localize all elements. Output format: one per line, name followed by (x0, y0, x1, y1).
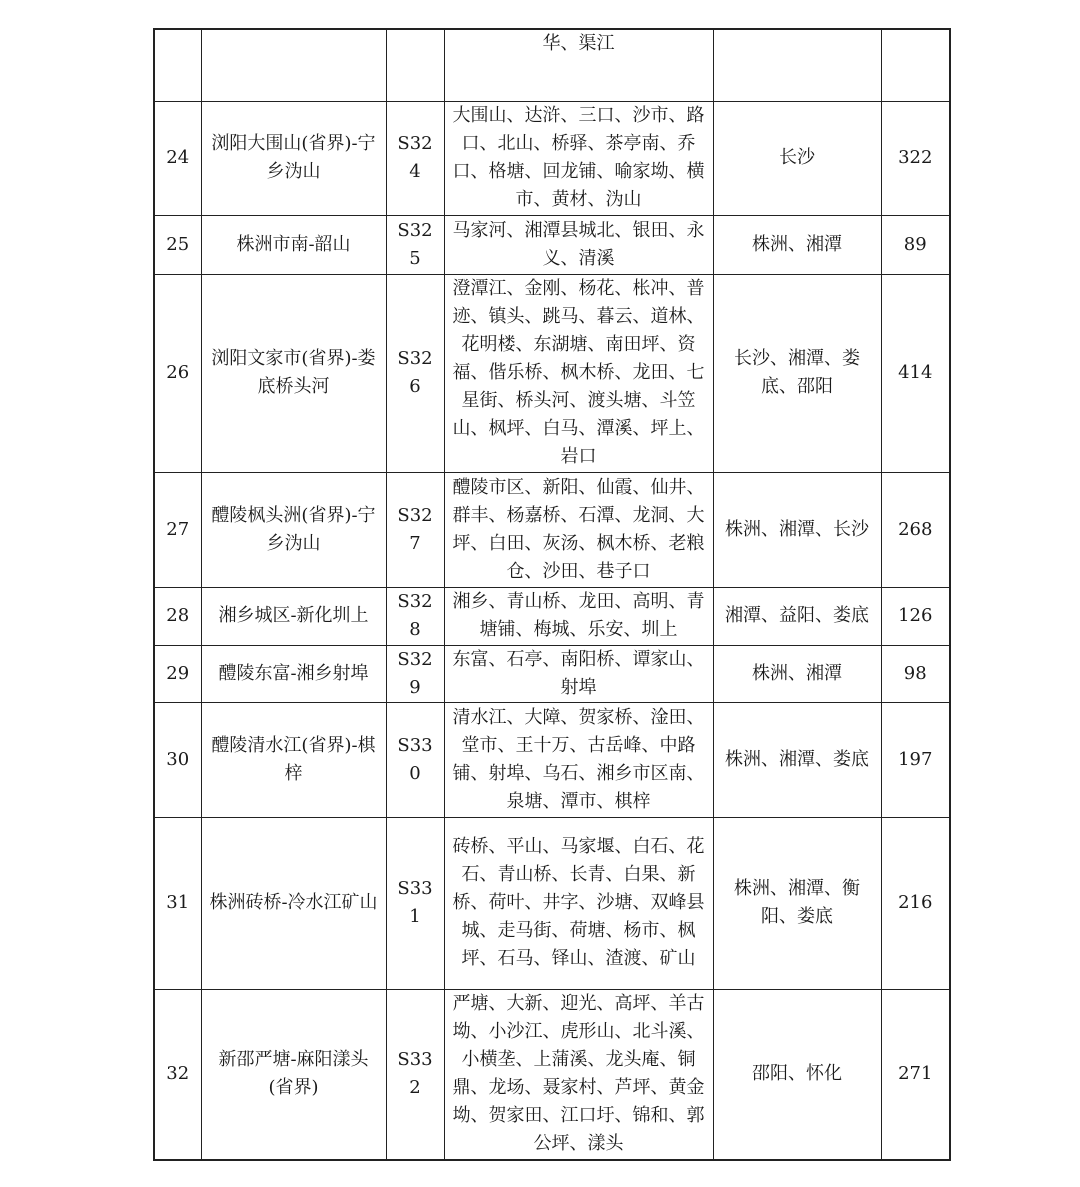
route-code: S325 (386, 215, 444, 274)
route-code: S326 (386, 274, 444, 472)
route-length: 216 (881, 817, 950, 989)
route-number: 25 (154, 215, 201, 274)
route-via-points: 砖桥、平山、马家堰、白石、花石、青山桥、长青、白果、新桥、荷叶、井字、沙塘、双峰县城、走马街、荷塘、杨市、枫坪、石马、铎山、渣渡、矿山 (444, 817, 713, 989)
route-via-points: 澄潭江、金刚、杨花、枨冲、普迹、镇头、跳马、暮云、道林、花明楼、东湖塘、南田坪、资福、偕乐桥、枫木桥、龙田、七星街、桥头河、渡头塘、斗笠山、枫坪、白马、潭溪、坪上、岩口 (444, 274, 713, 472)
route-region: 株洲、湘潭、衡阳、娄底 (713, 817, 881, 989)
route-region: 长沙 (713, 101, 881, 215)
table-row (154, 274, 950, 472)
route-via-points: 醴陵市区、新阳、仙霞、仙井、群丰、杨嘉桥、石潭、龙洞、大坪、白田、灰汤、枫木桥、老粮仓、沙田、巷子口 (444, 472, 713, 587)
route-length: 89 (881, 215, 950, 274)
route-code: S331 (386, 817, 444, 989)
route-region: 株洲、湘潭、娄底 (713, 702, 881, 817)
route-region: 株洲、湘潭、长沙 (713, 472, 881, 587)
route-via-points: 清水江、大障、贺家桥、淦田、堂市、王十万、古岳峰、中路铺、射埠、乌石、湘乡市区南、泉塘、潭市、棋梓 (444, 702, 713, 817)
route-code: S329 (386, 645, 444, 702)
route-region: 长沙、湘潭、娄底、邵阳 (713, 274, 881, 472)
route-name: 醴陵清水江(省界)-棋梓 (201, 702, 386, 817)
route-region: 株洲、湘潭 (713, 645, 881, 702)
route-number: 24 (154, 101, 201, 215)
route-length: 98 (881, 645, 950, 702)
route-length: 271 (881, 989, 950, 1160)
table-row (154, 587, 950, 645)
route-name: 株洲砖桥-冷水江矿山 (201, 817, 386, 989)
table-row (154, 215, 950, 274)
table-row (154, 645, 950, 702)
route-via-points: 大围山、达浒、三口、沙市、路口、北山、桥驿、茶亭南、乔口、格塘、回龙铺、喻家坳、横市、黄材、沩山 (444, 101, 713, 215)
route-name: 醴陵枫头洲(省界)-宁乡沩山 (201, 472, 386, 587)
route-number: 26 (154, 274, 201, 472)
route-region: 湘潭、益阳、娄底 (713, 587, 881, 645)
route-length: 197 (881, 702, 950, 817)
route-name: 浏阳大围山(省界)-宁乡沩山 (201, 101, 386, 215)
route-length: 414 (881, 274, 950, 472)
route-length: 268 (881, 472, 950, 587)
route-region (713, 29, 881, 101)
route-code: S324 (386, 101, 444, 215)
route-name: 浏阳文家市(省界)-娄底桥头河 (201, 274, 386, 472)
table-row (154, 29, 950, 101)
route-number: 32 (154, 989, 201, 1160)
route-via-points: 东富、石亭、南阳桥、谭家山、射埠 (444, 645, 713, 702)
route-via-points: 严塘、大新、迎光、高坪、羊古坳、小沙江、虎形山、北斗溪、小横垄、上蒲溪、龙头庵、铜鼎、龙场、聂家村、芦坪、黄金坳、贺家田、江口圩、锦和、郭公坪、漾头 (444, 989, 713, 1160)
route-number (154, 29, 201, 101)
route-number: 27 (154, 472, 201, 587)
route-code: S327 (386, 472, 444, 587)
route-code: S330 (386, 702, 444, 817)
route-code: S332 (386, 989, 444, 1160)
table-row (154, 989, 950, 1160)
table-row (154, 101, 950, 215)
route-number: 31 (154, 817, 201, 989)
route-length: 322 (881, 101, 950, 215)
route-name (201, 29, 386, 101)
route-name: 湘乡城区-新化圳上 (201, 587, 386, 645)
route-number: 30 (154, 702, 201, 817)
route-name: 新邵严塘-麻阳漾头(省界) (201, 989, 386, 1160)
road-route-table (153, 28, 951, 1161)
route-via-points: 湘乡、青山桥、龙田、高明、青塘铺、梅城、乐安、圳上 (444, 587, 713, 645)
route-via-points: 马家河、湘潭县城北、银田、永义、清溪 (444, 215, 713, 274)
route-name: 株洲市南-韶山 (201, 215, 386, 274)
route-via-points: 华、渠江 (444, 29, 713, 101)
route-region: 株洲、湘潭 (713, 215, 881, 274)
route-length (881, 29, 950, 101)
route-code (386, 29, 444, 101)
table-row (154, 817, 950, 989)
route-region: 邵阳、怀化 (713, 989, 881, 1160)
route-number: 29 (154, 645, 201, 702)
route-name: 醴陵东富-湘乡射埠 (201, 645, 386, 702)
route-number: 28 (154, 587, 201, 645)
route-length: 126 (881, 587, 950, 645)
route-code: S328 (386, 587, 444, 645)
table-row (154, 472, 950, 587)
table-row (154, 702, 950, 817)
